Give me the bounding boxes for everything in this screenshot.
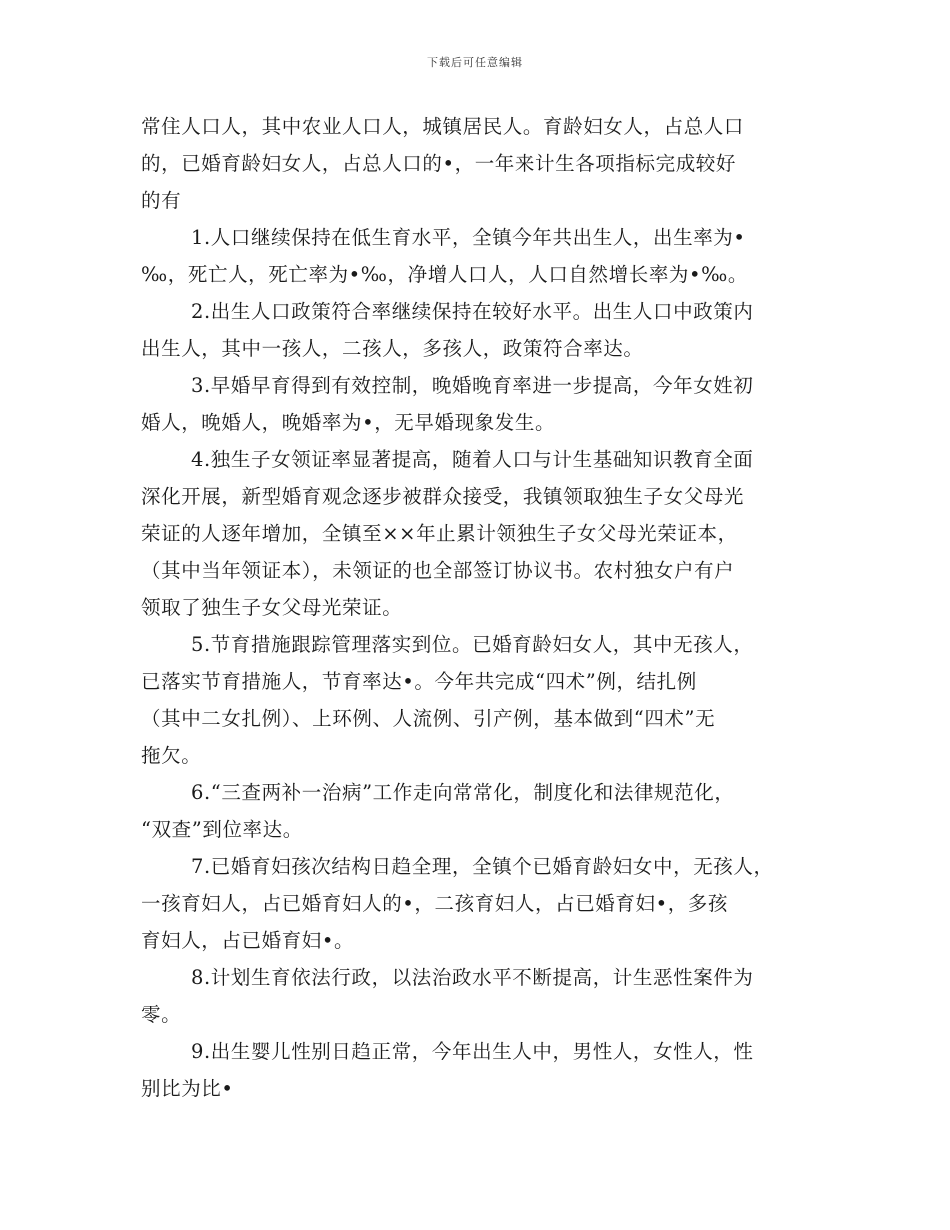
text-line: 的有 [141, 189, 182, 212]
text-line: 领取了独生子女父母光荣证。 [141, 596, 403, 619]
item-9-line: 9.出生婴儿性别日趋正常，今年出生人中，男性人，女性人，性 [191, 1040, 754, 1063]
item-2-line: 2.出生人口政策符合率继续保持在较好水平。出生人口中政策内 [191, 300, 754, 323]
item-5-line: 5.节育措施跟踪管理落实到位。已婚育龄妇女人，其中无孩人， [191, 633, 754, 656]
text-line: （其中当年领证本），未领证的也全部签订协议书。农村独女户有户 [141, 559, 735, 582]
text-line: （其中二女扎例）、上环例、人流例、引产例，基本做到“四术”无 [141, 707, 716, 730]
text-line: 零。 [141, 1003, 182, 1026]
document-body [141, 108, 821, 1107]
text-line: 出生人，其中一孩人，二孩人，多孩人，政策符合率达。 [141, 337, 644, 360]
item-6-line: 6.“三查两补一治病”工作走向常常化，制度化和法律规范化， [191, 781, 735, 804]
item-1-line: 1.人口继续保持在低生育水平，全镇今年共出生人，出生率为• [191, 226, 746, 249]
text-line: ‰，死亡人，死亡率为•‰，净增人口人，人口自然增长率为•‰。 [141, 263, 748, 286]
text-line: 别比为比• [141, 1077, 234, 1100]
page-header: 下载后可任意编辑 [427, 56, 523, 69]
text-line: 荣证的人逐年增加，全镇至××年止累计领独生子女父母光荣证本， [141, 522, 738, 545]
text-line: “双查”到位率达。 [141, 818, 303, 841]
text-line: 婚人，晚婚人，晚婚率为•，无早婚现象发生。 [141, 411, 556, 434]
text-line: 已落实节育措施人，节育率达•。今年共完成“四术”例，结扎例 [141, 670, 697, 693]
item-3-line: 3.早婚早育得到有效控制，晚婚晚育率进一步提高，今年女姓初 [191, 374, 754, 397]
text-line: 的，已婚育龄妇女人，占总人口的•，一年来计生各项指标完成较好 [141, 152, 737, 175]
text-line: 育妇人，占已婚育妇•。 [141, 929, 355, 952]
item-7-line: 7.已婚育妇孩次结构日趋全理，全镇个已婚育龄妇女中，无孩人， [191, 855, 774, 878]
text-line: 一孩育妇人，占已婚育妇人的•，二孩育妇人，占已婚育妇•，多孩 [141, 892, 729, 915]
text-line: 深化开展，新型婚育观念逐步被群众接受，我镇领取独生子女父母光 [141, 485, 745, 508]
text-line: 常住人口人，其中农业人口人，城镇居民人。育龄妇女人，占总人口 [141, 115, 745, 138]
text-line: 拖欠。 [141, 744, 202, 767]
item-8-line: 8.计划生育依法行政，以法治政水平不断提高，计生恶性案件为 [191, 966, 754, 989]
item-4-line: 4.独生子女领证率显著提高，随着人口与计生基础知识教育全面 [191, 448, 754, 471]
